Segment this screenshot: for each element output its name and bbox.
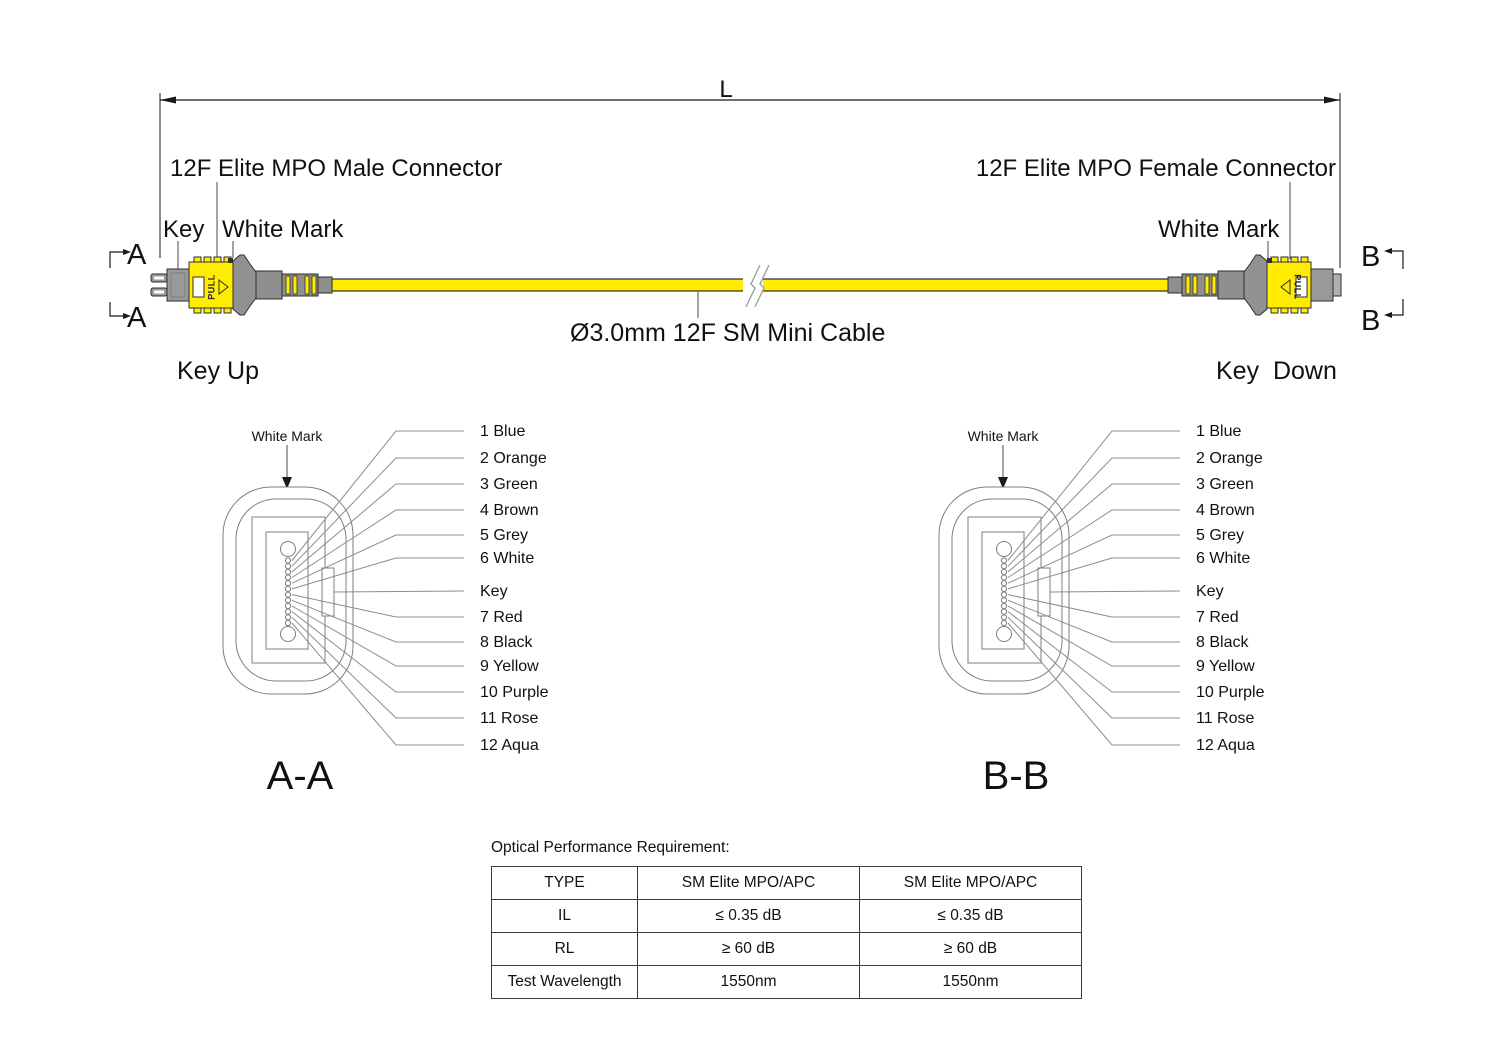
male-flange <box>233 255 256 315</box>
bb-label-6: 6 White <box>1196 550 1251 567</box>
table-row <box>492 867 1082 900</box>
cell-type-col2: SM Elite MPO/APC <box>860 867 1082 900</box>
male-pin-bottom-highlight <box>154 291 164 294</box>
section-a-top-letter: A <box>127 239 147 271</box>
callout-leaders <box>178 182 1290 280</box>
cell-type-col1: SM Elite MPO/APC <box>638 867 860 900</box>
performance-table <box>491 866 1082 999</box>
bb-label-key: Key <box>1196 583 1224 600</box>
male-white-mark-dot <box>228 258 233 263</box>
male-boot-1 <box>256 271 282 299</box>
bb-title: B-B <box>982 754 1050 798</box>
female-ferrule-tip <box>1333 274 1341 296</box>
section-marker-b-top <box>1361 241 1403 273</box>
female-boot-1 <box>1218 271 1244 299</box>
bb-guide-hole-top <box>997 542 1012 557</box>
bb-label-5: 5 Grey <box>1196 527 1245 544</box>
section-b-bottom-letter: B <box>1361 305 1381 337</box>
aa-white-mark-label: White Mark <box>251 428 323 444</box>
section-marker-a-top <box>110 239 147 271</box>
bb-label-11: 11 Rose <box>1196 710 1255 727</box>
key-callout-label: Key <box>163 216 205 243</box>
cell-rl-header: RL <box>492 933 638 966</box>
cable <box>331 265 1169 318</box>
table-row <box>492 900 1082 933</box>
female-connector-label: 12F Elite MPO Female Connector <box>975 155 1336 182</box>
aa-label-1: 1 Blue <box>480 423 526 440</box>
white-mark-label-left: White Mark <box>222 216 344 243</box>
female-connector-drawing <box>1168 255 1341 315</box>
aa-label-11: 11 Rose <box>480 710 539 727</box>
male-housing-slot <box>193 277 204 297</box>
table-row <box>492 966 1082 999</box>
male-boot-2 <box>318 277 332 293</box>
cell-il-header: IL <box>492 900 638 933</box>
bb-white-mark-label: White Mark <box>967 428 1039 444</box>
aa-label-8: 8 Black <box>480 634 533 651</box>
bb-label-9: 9 Yellow <box>1196 658 1255 675</box>
bb-guide-hole-bottom <box>997 627 1012 642</box>
female-pull-text: PULL <box>1292 274 1303 300</box>
bb-label-2: 2 Orange <box>1196 450 1263 467</box>
cell-il-col1: ≤ 0.35 dB <box>638 900 860 933</box>
cable-label: Ø3.0mm 12F SM Mini Cable <box>570 319 886 347</box>
aa-guide-hole-bottom <box>281 627 296 642</box>
dimension-arrow-left <box>160 97 176 104</box>
dimension-arrow-right <box>1324 97 1340 104</box>
aa-label-12: 12 Aqua <box>480 737 539 754</box>
aa-label-9: 9 Yellow <box>480 658 539 675</box>
cell-rl-col1: ≥ 60 dB <box>638 933 860 966</box>
bb-label-12: 12 Aqua <box>1196 737 1255 754</box>
key-up-label: Key Up <box>177 357 259 385</box>
cell-wavelength-header: Test Wavelength <box>492 966 638 999</box>
section-b-top-letter: B <box>1361 241 1381 273</box>
bb-label-3: 3 Green <box>1196 476 1254 493</box>
male-pull-text: PULL <box>206 274 217 300</box>
aa-guide-hole-top <box>281 542 296 557</box>
aa-title: A-A <box>266 754 334 798</box>
bb-label-7: 7 Red <box>1196 609 1239 626</box>
aa-label-key: Key <box>480 583 508 600</box>
aa-label-6: 6 White <box>480 550 535 567</box>
bb-label-8: 8 Black <box>1196 634 1249 651</box>
aa-label-4: 4 Brown <box>480 502 539 519</box>
white-mark-label-right: White Mark <box>1158 216 1280 243</box>
length-dim-label: L <box>719 76 733 103</box>
bb-fiber-labels <box>1196 423 1265 754</box>
aa-label-2: 2 Orange <box>480 450 547 467</box>
cell-il-col2: ≤ 0.35 dB <box>860 900 1082 933</box>
key-down-label: Key Down <box>1216 357 1337 385</box>
performance-table-title: Optical Performance Requirement: <box>491 839 730 856</box>
bb-label-10: 10 Purple <box>1196 684 1265 701</box>
section-marker-b-bottom <box>1361 299 1403 337</box>
section-marker-a-bottom <box>110 302 147 334</box>
cell-rl-col2: ≥ 60 dB <box>860 933 1082 966</box>
cell-type-header: TYPE <box>492 867 638 900</box>
aa-face-outline <box>223 487 353 694</box>
bb-face-outline <box>939 487 1069 694</box>
female-white-mark-dot <box>1267 258 1272 263</box>
cell-wavelength-col1: 1550nm <box>638 966 860 999</box>
table-row <box>492 933 1082 966</box>
male-ferrule <box>167 269 189 301</box>
face-view-bb <box>939 423 1265 798</box>
aa-label-3: 3 Green <box>480 476 538 493</box>
aa-label-7: 7 Red <box>480 609 523 626</box>
section-a-bottom-letter: A <box>127 302 147 334</box>
face-view-aa <box>223 423 549 798</box>
bb-label-4: 4 Brown <box>1196 502 1255 519</box>
male-connector-label: 12F Elite MPO Male Connector <box>170 155 503 182</box>
bb-key-rect <box>1038 568 1050 616</box>
aa-label-10: 10 Purple <box>480 684 549 701</box>
female-front-body <box>1311 269 1333 301</box>
female-flange <box>1244 255 1267 315</box>
aa-fiber-labels <box>480 423 549 754</box>
aa-key-rect <box>322 568 334 616</box>
bb-label-1: 1 Blue <box>1196 423 1242 440</box>
female-boot-2 <box>1168 277 1182 293</box>
aa-label-5: 5 Grey <box>480 527 529 544</box>
cell-wavelength-col2: 1550nm <box>860 966 1082 999</box>
male-pin-top-highlight <box>154 277 164 280</box>
